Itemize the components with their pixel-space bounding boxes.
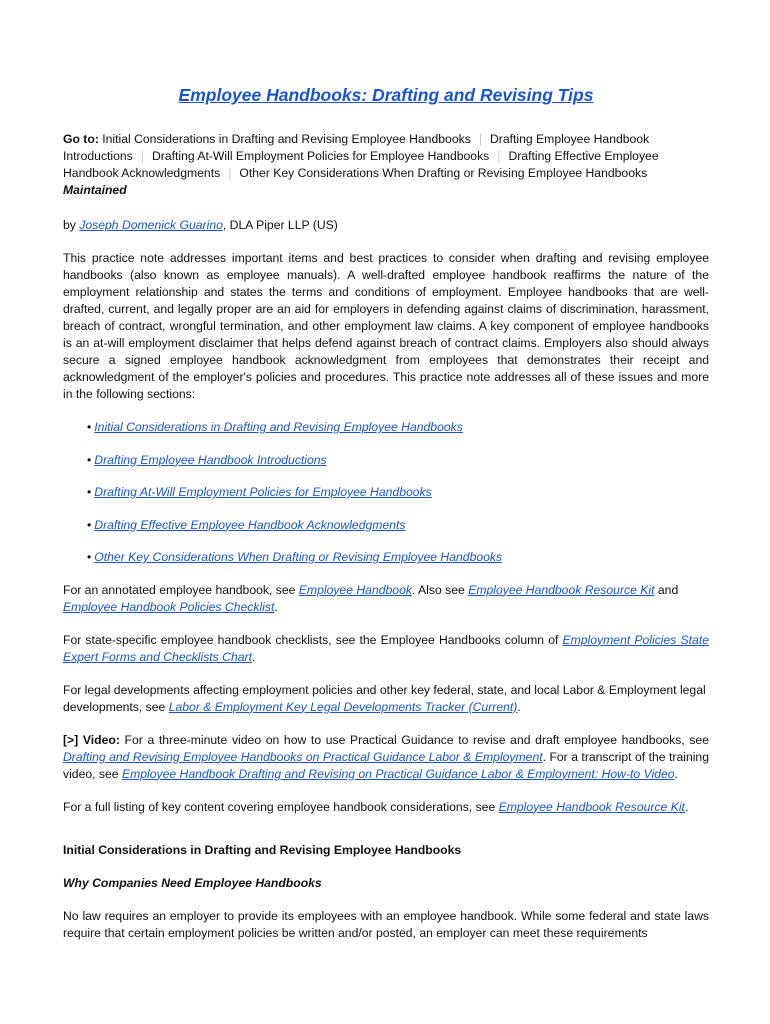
byline-by: by — [63, 218, 80, 232]
section-link-introductions[interactable]: Drafting Employee Handbook Introductions — [94, 452, 327, 467]
list-item — [87, 549, 709, 566]
body-paragraph: No law requires an employer to provide its employees with an employee handbook. While some federal and state laws require that certain employment policies be written and/or posted, an employer can meet these requirements — [63, 908, 709, 940]
text: . Also see — [411, 582, 469, 597]
separator: | — [478, 132, 482, 146]
separator: | — [228, 166, 232, 180]
text: For a full listing of key content covering employee handbook considerations, see — [63, 799, 499, 814]
list-item — [87, 419, 709, 436]
section-link-other-considerations[interactable]: Other Key Considerations When Drafting or Revising Employee Handbooks — [94, 550, 503, 564]
text: . — [274, 599, 278, 614]
bullet: • — [87, 550, 92, 564]
bullet: • — [87, 485, 92, 499]
full-listing-paragraph — [63, 799, 709, 816]
bullet: • — [87, 420, 92, 434]
intro-paragraph: This practice note addresses important items and best practices to consider when drafting and revising employee handbooks (also known as employee manuals). A well-drafted employee handbook reaffirms the nature of the employment relationship and states the terms and conditions of employment. Employee handbooks that are well-drafted, current, and legally proper are an aid for employers in defending against claims of discrimination, harassment, breach of contract, wrongful termination, and other employment law claims. A key component of employee handbooks is an at-will employment disclaimer that helps defend against breach of contract claims. Employers also should always secure a signed employee handbook acknowledgment from employees that demonstrates their receipt and acknowledgment of the employer's policies and procedures. This practice note addresses all of these issues and more in the following sections: — [63, 251, 709, 401]
section-heading: Initial Considerations in Drafting and Revising Employee Handbooks — [63, 842, 462, 857]
section-link-acknowledgments[interactable]: Drafting Effective Employee Handbook Acknowledgments — [94, 517, 406, 532]
separator: | — [497, 149, 501, 163]
author-link[interactable]: Joseph Domenick Guarino — [79, 218, 223, 232]
text: . — [674, 766, 678, 781]
section-list — [63, 419, 709, 566]
bullet: • — [87, 452, 92, 467]
resource-kit-link[interactable]: Employee Handbook Resource Kit — [468, 582, 655, 597]
list-item — [87, 484, 709, 501]
goto-link-acknowledgments[interactable]: Drafting Effective Employee Handbook Acknowledgments — [63, 149, 659, 180]
title-link[interactable]: Employee Handbooks: Drafting and Revising Tips — [178, 85, 594, 105]
section-link-at-will[interactable]: Drafting At-Will Employment Policies for Employee Handbooks — [94, 485, 432, 499]
goto-link-at-will[interactable]: Drafting At-Will Employment Policies for Employee Handbooks — [151, 149, 490, 163]
byline — [63, 217, 709, 234]
goto-link-other-considerations[interactable]: Other Key Considerations When Drafting or Revising Employee Handbooks — [239, 166, 648, 180]
video-label: [>] Video: — [63, 732, 120, 747]
bullet: • — [87, 517, 92, 532]
page-title — [63, 84, 709, 106]
policies-checklist-link[interactable]: Employee Handbook Policies Checklist — [63, 599, 275, 614]
goto-link-initial-considerations[interactable]: Initial Considerations in Drafting and Revising Employee Handbooks — [102, 132, 471, 146]
resource-kit-link-2[interactable]: Employee Handbook Resource Kit — [498, 799, 685, 814]
video-link[interactable]: Drafting and Revising Employee Handbooks on Practical Guidance Labor & Employment — [63, 749, 543, 764]
text: . — [251, 649, 256, 664]
list-item — [87, 517, 709, 534]
document-content — [63, 84, 709, 958]
subsection-heading: Why Companies Need Employee Handbooks — [63, 875, 322, 890]
legal-tracker-link[interactable]: Labor & Employment Key Legal Developments Tracker (Current) — [168, 699, 518, 714]
goto-nav — [63, 131, 709, 182]
separator: | — [140, 149, 144, 163]
list-item — [87, 452, 709, 469]
video-paragraph — [63, 732, 709, 783]
section-link-initial-considerations[interactable]: Initial Considerations in Drafting and Revising Employee Handbooks — [94, 420, 463, 434]
text: . — [684, 799, 689, 814]
employee-handbook-link[interactable]: Employee Handbook — [298, 582, 412, 597]
goto-link-introductions[interactable]: Drafting Employee Handbook Introductions — [63, 132, 650, 163]
text: For state-specific employee handbook checklists, see the Employee Handbooks column of — [63, 632, 563, 647]
text: For a three-minute video on how to use Practical Guidance to revise and draft employee handbooks, see — [119, 732, 709, 747]
byline-firm: , DLA Piper LLP (US) — [222, 218, 338, 232]
state-checklists-paragraph — [63, 632, 709, 666]
text: For an annotated employee handbook, see — [63, 582, 299, 597]
transcript-link[interactable]: Employee Handbook Drafting and Revising on Practical Guidance Labor & Employment: How-to Video — [121, 766, 675, 781]
goto-label: Go to: — [63, 132, 99, 146]
legal-developments-paragraph — [63, 682, 709, 716]
text: and — [654, 582, 679, 597]
text: . For a transcript of the training video, see — [63, 749, 709, 781]
state-expert-chart-link[interactable]: Employment Policies State Expert Forms and Checklists Chart — [63, 632, 709, 664]
text: For legal developments affecting employment policies and other key federal, state, and local Labor & Employment legal developments, see — [63, 682, 706, 714]
status-maintained: Maintained — [63, 183, 127, 197]
annotated-handbook-paragraph — [63, 582, 709, 616]
text: . — [517, 699, 521, 714]
